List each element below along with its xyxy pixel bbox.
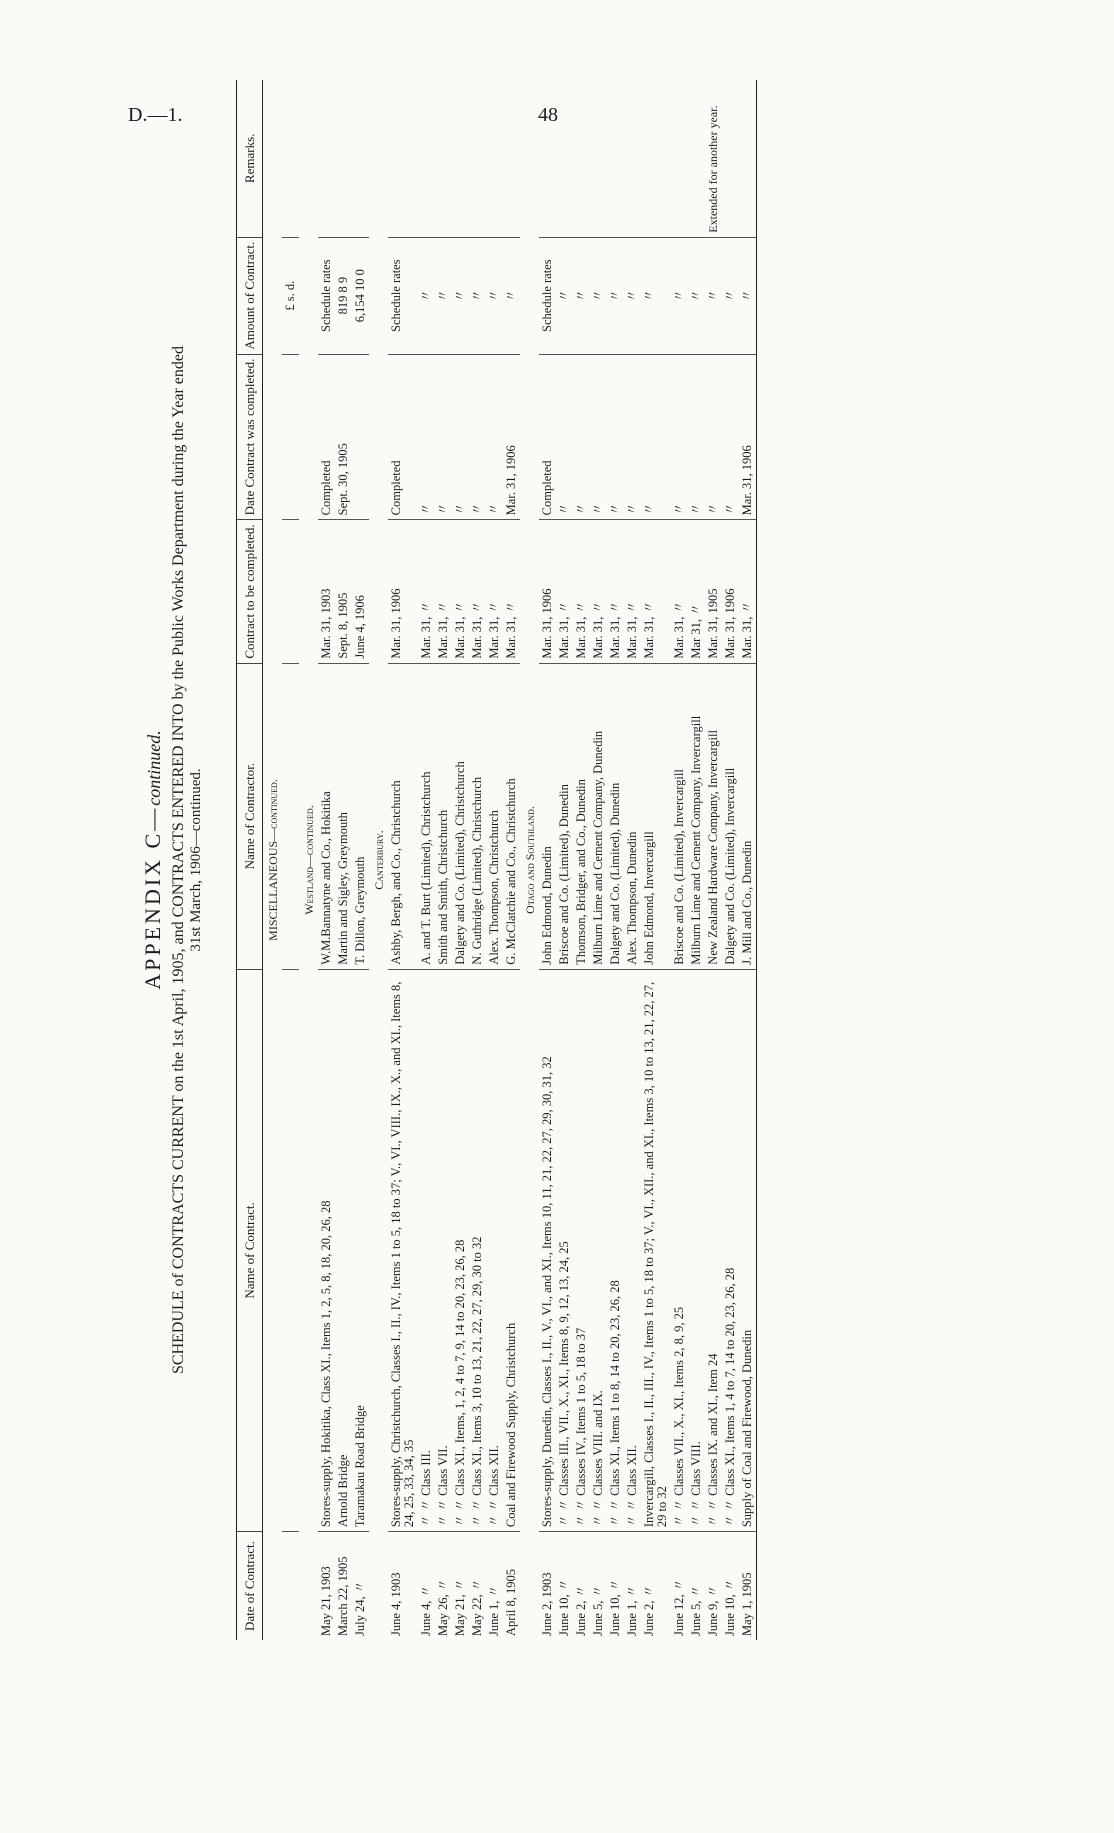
col-amount: Amount of Contract. [237,237,263,354]
cell-name: Stores-supply, Hokitika, Class XI., Items 1, 2, 5, 8, 18, 20, 26, 28 [318,969,335,1531]
cell-amount: 〃 [688,237,705,354]
cell-to-be-completed: Mar. 31, 〃 [486,520,503,663]
cell-contractor: Ashby, Bergh, and Co., Christchurch [388,663,418,969]
cell-to-be-completed: Mar. 31, 〃 [671,520,688,663]
cell-name: Stores-supply, Dunedin, Classes I., II., V., VI., and XI., Items 10, 11, 21, 22, 27, 29, 30, 31, 32 [539,969,556,1531]
cell-amount: 〃 [607,237,624,354]
cell-contractor: G. McClatchie and Co., Christchurch [503,663,520,969]
page-number: 48 [538,104,558,126]
units-row [282,80,299,1640]
cell-contractor: A. and T. Burt (Limited), Christchurch [418,663,435,969]
col-to-be-completed: Contract to be completed. [237,520,263,663]
table-row [739,80,757,1640]
cell-remarks [318,80,335,237]
table-row [503,80,520,1640]
cell-completed: Completed [388,354,418,520]
cell-completed: 〃 [418,354,435,520]
cell-amount: 〃 [624,237,641,354]
cell-remarks [335,80,352,237]
col-completed: Date Contract was completed. [237,354,263,520]
cell-amount: Schedule rates [539,237,556,354]
cell-to-be-completed: Mar. 31, 〃 [452,520,469,663]
cell-date: June 5, 〃 [689,1584,703,1636]
cell-date: June 10, 〃 [557,1578,571,1636]
cell-completed: Completed [539,354,556,520]
cell-contractor: J. Mill and Co., Dunedin [739,663,757,969]
table-row [688,80,705,1640]
rotated-schedule-page [140,80,1080,1640]
cell-completed: 〃 [722,354,739,520]
cell-to-be-completed: Mar. 31, 〃 [607,520,624,663]
cell-completed: 〃 [641,354,671,520]
cell-amount: 〃 [435,237,452,354]
cell-date: June 10, 〃 [608,1578,622,1636]
cell-completed: 〃 [590,354,607,520]
schedule-subtitle-2: 31st March, 1906—continued. [188,768,204,952]
cell-amount: 〃 [739,237,757,354]
table-row [624,80,641,1640]
cell-date: June 5, 〃 [591,1584,605,1636]
cell-to-be-completed: Mar. 31, 〃 [641,520,671,663]
table-row [573,80,590,1640]
cell-amount: Schedule rates [318,237,335,354]
title-block [140,80,205,1640]
cell-date: July 24, 〃 [353,1580,367,1636]
cell-amount: 〃 [486,237,503,354]
cell-name: 〃 〃 Classes IV., Items 1 to 5, 18 to 37 [573,969,590,1531]
cell-date: June 2, 〃 [642,1584,656,1636]
cell-contractor: Smith and Smith, Christchurch [435,663,452,969]
cell-to-be-completed: Mar. 31, 〃 [469,520,486,663]
cell-remarks [590,80,607,237]
cell-completed: 〃 [452,354,469,520]
cell-amount: 〃 [573,237,590,354]
cell-remarks [486,80,503,237]
cell-contractor: Dalgety and Co. (Limited), Christchurch [452,663,469,969]
cell-contractor: John Edmond, Dunedin [539,663,556,969]
cell-to-be-completed: Mar. 31, 1906 [722,520,739,663]
section-heading-row [299,80,318,1640]
cell-amount: 〃 [469,237,486,354]
section-heading: Westland—continued. [302,805,316,915]
cell-amount: Schedule rates [388,237,418,354]
cell-name: 〃 〃 Class XI., Items 3, 10 to 13, 21, 22, 27, 29, 30 to 32 [469,969,486,1531]
cell-remarks [671,80,688,237]
cell-amount: 6,154 10 0 [352,237,369,354]
cell-remarks [352,80,369,237]
cell-remarks [503,80,520,237]
cell-name: Arnold Bridge [335,969,352,1531]
cell-to-be-completed: Mar. 31, 1906 [539,520,556,663]
cell-amount: 〃 [556,237,573,354]
cell-name: 〃 〃 Classes IX. and XI., Item 24 [705,969,722,1531]
appendix-title [140,80,166,1640]
cell-name: 〃 〃 Class XII. [624,969,641,1531]
table-row [705,80,722,1640]
cell-date: June 10, 〃 [723,1578,737,1636]
table-row [469,80,486,1640]
table-row [318,80,335,1640]
cell-date: May 21, 〃 [453,1578,467,1636]
cell-completed: Sept. 30, 1905 [335,354,352,520]
appendix-continued: continued. [144,730,164,806]
section-heading: Canterbury. [372,830,386,890]
cell-remarks [435,80,452,237]
cell-name: 〃 〃 Class VII. [435,969,452,1531]
cell-amount: 〃 [641,237,671,354]
cell-completed: Mar. 31, 1906 [739,354,757,520]
cell-name: 〃 〃 Class III. [418,969,435,1531]
cell-to-be-completed: Sept. 8, 1905 [335,520,352,663]
cell-contractor: Martin and Sigley, Greymouth [335,663,352,969]
cell-amount: 〃 [418,237,435,354]
cell-completed: 〃 [624,354,641,520]
cell-amount: 〃 [590,237,607,354]
cell-name: Taramakau Road Bridge [352,969,369,1531]
cell-name: 〃 〃 Class XI., Items, 1, 2, 4 to 7, 9, 14 to 20, 23, 26, 28 [452,969,469,1531]
section-heading-row [520,80,539,1640]
cell-to-be-completed: Mar. 31, 1906 [388,520,418,663]
table-row [486,80,503,1640]
table-row [607,80,624,1640]
cell-amount: 〃 [671,237,688,354]
section-heading-row [369,80,388,1640]
cell-remarks [573,80,590,237]
cell-to-be-completed: Mar. 31, 〃 [418,520,435,663]
cell-remarks: Extended for another year. [705,80,722,237]
table-row [335,80,352,1640]
cell-contractor: Dalgety and Co. (Limited), Dunedin [607,663,624,969]
table-row [590,80,607,1640]
cell-to-be-completed: Mar. 31, 〃 [590,520,607,663]
cell-completed: Mar. 31, 1906 [503,354,520,520]
cell-date: May 1, 1905 [739,1532,757,1640]
cell-completed: 〃 [469,354,486,520]
table-row [641,80,671,1640]
cell-contractor: Briscoe and Co. (Limited), Invercargill [671,663,688,969]
cell-remarks [641,80,671,237]
table-row [539,80,556,1640]
cell-contractor: Thomson, Bridger, and Co., Dunedin [573,663,590,969]
cell-contractor: Alex. Thompson, Dunedin [624,663,641,969]
cell-contractor: W.M.Bannatyne and Co., Hokitika [318,663,335,969]
cell-to-be-completed: Mar. 31, 〃 [556,520,573,663]
cell-date: May 21, 1903 [319,1566,333,1636]
cell-date: June 2, 〃 [574,1584,588,1636]
cell-to-be-completed: Mar. 31, 〃 [435,520,452,663]
cell-contractor: Milburn Lime and Cement Company, Dunedin [590,663,607,969]
misc-heading: MISCELLANEOUS—continued. [266,779,280,941]
cell-remarks [388,80,418,237]
table-header-row [237,80,263,1640]
cell-to-be-completed: Mar. 31, 〃 [739,520,757,663]
cell-remarks [556,80,573,237]
cell-name: 〃 〃 Classes VIII. and IX. [590,969,607,1531]
cell-contractor: Dalgety and Co. (Limited), Invercargill [722,663,739,969]
cell-to-be-completed: Mar. 31, 〃 [573,520,590,663]
cell-to-be-completed: Mar. 31, 〃 [503,520,520,663]
cell-remarks [452,80,469,237]
cell-amount: 〃 [705,237,722,354]
cell-contractor: N. Guthridge (Limited), Christchurch [469,663,486,969]
col-name: Name of Contract. [237,969,263,1531]
cell-completed: Completed [318,354,335,520]
cell-to-be-completed: June 4, 1906 [352,520,369,663]
cell-completed: 〃 [556,354,573,520]
cell-date: May 26, 〃 [436,1578,450,1636]
cell-completed: 〃 [607,354,624,520]
cell-remarks [624,80,641,237]
cell-completed: 〃 [573,354,590,520]
page-header-left: D.—1. [128,104,183,126]
section-heading: Otago and Southland. [523,806,537,914]
table-row [352,80,369,1640]
cell-date: June 9, 〃 [706,1584,720,1636]
cell-name: 〃 〃 Classes VII., X., XI., Items 2, 8, 9, 25 [671,969,688,1531]
cell-date: June 1, 〃 [487,1584,501,1636]
cell-remarks [739,80,757,237]
misc-heading-row [263,80,283,1640]
cell-to-be-completed: Mar. 31, 1905 [705,520,722,663]
col-date: Date of Contract. [237,1532,263,1640]
cell-completed: 〃 [705,354,722,520]
table-row [671,80,688,1640]
table-row [556,80,573,1640]
cell-remarks [539,80,556,237]
cell-completed: 〃 [671,354,688,520]
cell-remarks [469,80,486,237]
cell-date: June 12, 〃 [672,1578,686,1636]
table-body [263,80,757,1640]
cell-date: April 8, 1905 [504,1568,518,1636]
cell-completed [352,354,369,520]
cell-amount: 〃 [452,237,469,354]
cell-contractor: New Zealand Hardware Company, Invercargill [705,663,722,969]
cell-name: 〃 〃 Class XI., Items 1 to 8, 14 to 20, 23, 26, 28 [607,969,624,1531]
cell-contractor: Briscoe and Co. (Limited), Dunedin [556,663,573,969]
cell-amount: 819 8 9 [335,237,352,354]
contracts-table [236,80,757,1640]
cell-remarks [688,80,705,237]
cell-date: June 1, 〃 [625,1584,639,1636]
cell-to-be-completed: Mar. 31, 1903 [318,520,335,663]
cell-name: 〃 〃 Class XI., Items 1, 4 to 7, 14 to 20, 23, 26, 28 [722,969,739,1531]
cell-completed: 〃 [486,354,503,520]
cell-date: June 4, 〃 [419,1584,433,1636]
cell-contractor: Alex. Thompson, Christchurch [486,663,503,969]
table-row [722,80,739,1640]
col-contractor: Name of Contractor. [237,663,263,969]
cell-completed: 〃 [435,354,452,520]
cell-remarks [418,80,435,237]
cell-completed: 〃 [688,354,705,520]
schedule-subtitle: SCHEDULE of CONTRACTS CURRENT on the 1st April, 1905, and CONTRACTS ENTERED INTO by the Public Works Department during the Year ended [170,346,187,1374]
cell-name: 〃 〃 Class XII. [486,969,503,1531]
cell-contractor: Milburn Lime and Cement Company, Invercargill [688,663,705,969]
cell-contractor: T. Dillon, Greymouth [352,663,369,969]
table-row [452,80,469,1640]
cell-name: 〃 〃 Classes III., VII., X., XI., Items 8, 9, 12, 13, 24, 25 [556,969,573,1531]
cell-date: March 22, 1905 [336,1556,350,1636]
cell-name: Stores-supply, Christchurch, Classes I., II., IV., Items 1 to 5, 18 to 37; V., VI., VIII., IX., X., and XI., Items 8, 24, 25, 33, 34, 35 [388,969,418,1531]
cell-date: June 2, 1903 [540,1572,554,1636]
appendix-label: APPENDIX C— [140,805,165,990]
cell-to-be-completed: Mar. 31, 〃 [624,520,641,663]
table-row [418,80,435,1640]
cell-remarks [722,80,739,237]
cell-amount: 〃 [503,237,520,354]
cell-date: June 4, 1903 [389,1572,403,1636]
cell-amount: 〃 [722,237,739,354]
col-remarks: Remarks. [237,80,263,237]
cell-name: Invercargill, Classes I., II., III., IV., Items 1 to 5, 18 to 37; V., VI., XII., and XI., Items 3, 10 to 13, 21, 22, 27, 29 to 32 [641,969,671,1531]
cell-name: Coal and Firewood Supply, Christchurch [503,969,520,1531]
cell-remarks [607,80,624,237]
table-row [388,80,418,1640]
cell-name: 〃 〃 Class VIII. [688,969,705,1531]
amount-units: £ s. d. [282,237,299,354]
cell-date: May 22, 〃 [470,1578,484,1636]
table-row [435,80,452,1640]
cell-name: Supply of Coal and Firewood, Dunedin [739,969,757,1531]
cell-to-be-completed: Mar 31, 〃 [688,520,705,663]
cell-contractor: John Edmond, Invercargill [641,663,671,969]
